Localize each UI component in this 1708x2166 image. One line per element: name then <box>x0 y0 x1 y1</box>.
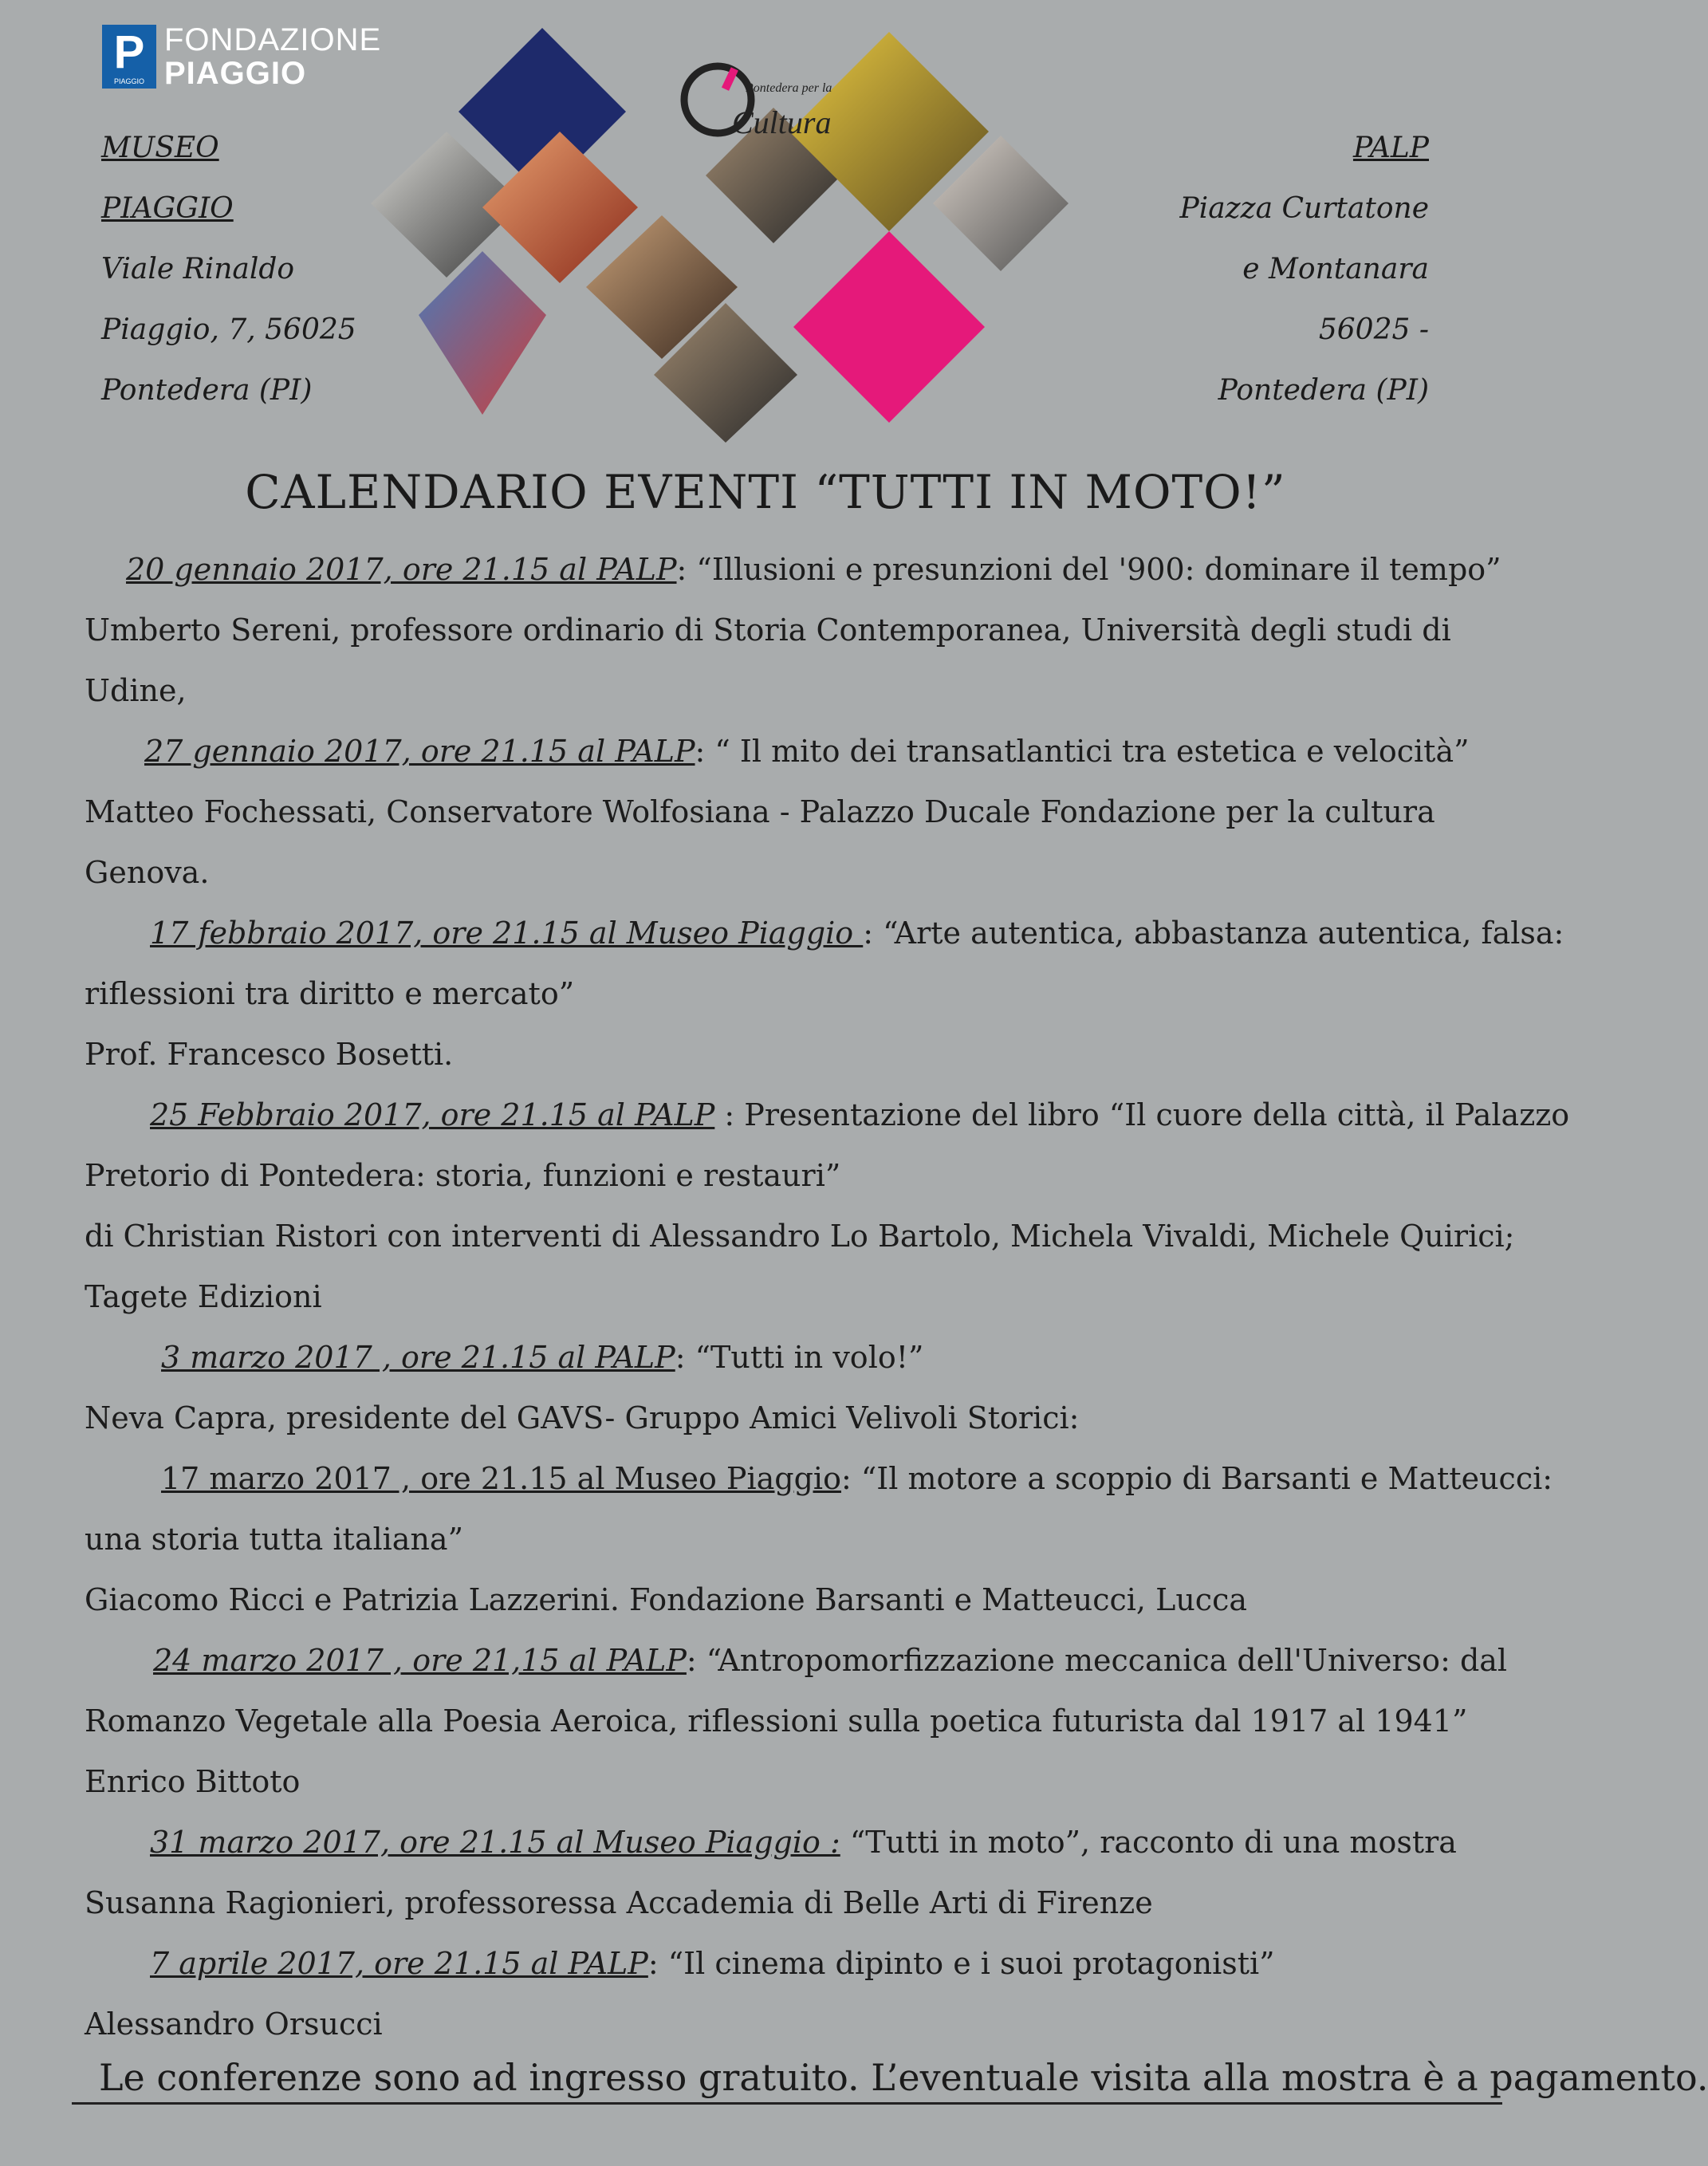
address-left-line: Viale Rinaldo <box>101 253 295 286</box>
event-detail: Prof. Francesco Bosetti. <box>85 1037 454 1072</box>
logo-mark: P <box>113 26 145 78</box>
event-date: 17 marzo 2017 , ore 21.15 al Museo Piaggio <box>161 1461 841 1496</box>
magenta-diamond <box>793 231 985 423</box>
event-header <box>85 539 1501 600</box>
event-date: 25 Febbraio 2017, ore 21.15 al PALP <box>150 1097 715 1132</box>
event-detail: Neva Capra, presidente del GAVS- Gruppo Amici Velivoli Storici: <box>85 1400 1080 1435</box>
event-date: 17 febbraio 2017, ore 21.15 al Museo Piaggio <box>150 916 864 951</box>
event-header <box>85 1812 1456 1873</box>
event-date: 31 marzo 2017, ore 21.15 al Museo Piaggio : <box>150 1825 840 1860</box>
event-detail: di Christian Ristori con interventi di Alessandro Lo Bartolo, Michela Vivaldi, Michele Quirici; <box>85 1219 1515 1254</box>
page-title: CALENDARIO EVENTI “TUTTI IN MOTO!” <box>245 465 1286 519</box>
event-header <box>85 1448 1553 1509</box>
event-detail: Enrico Bittoto <box>85 1764 301 1799</box>
diamond-photo-collage <box>351 24 1180 423</box>
event-date: 24 marzo 2017 , ore 21,15 al PALP <box>153 1643 687 1678</box>
event-detail: Umberto Sereni, professore ordinario di Storia Contemporanea, Università degli studi di <box>85 612 1451 648</box>
event-title: “Tutti in moto”, racconto di una mostra <box>840 1825 1457 1860</box>
event-detail: Udine, <box>85 673 187 708</box>
event-header <box>85 1327 1456 1388</box>
fondazione-piaggio-logo <box>102 24 381 89</box>
event-detail: Susanna Ragionieri, professoressa Accademia di Belle Arti di Firenze <box>85 1885 1153 1920</box>
address-left-line: Piaggio, 7, 56025 <box>101 313 356 346</box>
address-right-line: 56025 - <box>1318 313 1429 346</box>
event-title: : “Antropomorfizzazione meccanica dell'Universo: dal <box>686 1643 1508 1678</box>
address-right-line: PALP <box>1352 132 1429 164</box>
address-museo-piaggio <box>101 118 356 421</box>
event-title: : “Arte autentica, abbastanza autentica, falsa: <box>863 916 1564 951</box>
logo-line-1: FONDAZIONE <box>164 22 382 57</box>
address-left-line: Pontedera (PI) <box>101 374 313 407</box>
events-list <box>85 539 1570 2054</box>
event-header <box>85 1085 1570 1145</box>
event-date: 20 gennaio 2017, ore 21.15 al PALP <box>126 552 677 587</box>
event-date: 27 gennaio 2017, ore 21.15 al PALP <box>144 734 695 769</box>
cultura-brand-word: Cultura <box>732 104 832 140</box>
event-title: : “Tutti in volo!” <box>675 1340 924 1375</box>
address-left-line: PIAGGIO <box>101 192 234 225</box>
event-detail: Tagete Edizioni <box>85 1279 322 1314</box>
event-title: : Presentazione del libro “Il cuore della città, il Palazzo <box>714 1097 1570 1132</box>
event-header <box>85 1630 1508 1691</box>
event-detail: Giacomo Ricci e Patrizia Lazzerini. Fondazione Barsanti e Matteucci, Lucca <box>85 1582 1248 1617</box>
event-detail: una storia tutta italiana” <box>85 1522 463 1557</box>
event-detail: Romanzo Vegetale alla Poesia Aeroica, riflessioni sulla poetica futurista dal 1917 al 1941” <box>85 1703 1468 1739</box>
event-title: : “Il motore a scoppio di Barsanti e Matteucci: <box>840 1461 1553 1496</box>
logo-text <box>164 23 381 90</box>
event-title: : “ Il mito dei transatlantici tra estetica e velocità” <box>695 734 1470 769</box>
event-detail: Matteo Fochessati, Conservatore Wolfosiana - Palazzo Ducale Fondazione per la cultura <box>85 794 1435 829</box>
event-title: : “Il cinema dipinto e i suoi protagonisti” <box>647 1946 1275 1981</box>
cultura-logo-accent <box>722 67 738 91</box>
event-detail: Alessandro Orsucci <box>85 2007 383 2042</box>
address-right-line: e Montanara <box>1242 253 1429 286</box>
footer-note: Le conferenze sono ad ingresso gratuito. L’eventuale visita alla mostra è a pagamento. <box>72 2056 1502 2105</box>
event-title: : “Illusioni e presunzioni del '900: dominare il tempo” <box>676 552 1501 587</box>
event-detail: Pretorio di Pontedera: storia, funzioni e restauri” <box>85 1158 841 1193</box>
address-right-line: Pontedera (PI) <box>1218 374 1429 407</box>
event-detail: Genova. <box>85 855 210 890</box>
photo-diamond-painting <box>419 251 546 415</box>
logo-line-2: PIAGGIO <box>164 56 307 91</box>
address-palp <box>1179 118 1429 421</box>
piaggio-p-icon <box>102 25 156 89</box>
event-date: 7 aprile 2017, ore 21.15 al PALP <box>150 1946 648 1981</box>
event-header <box>85 1933 1456 1994</box>
event-header <box>85 721 1470 782</box>
event-date: 3 marzo 2017 , ore 21.15 al PALP <box>161 1340 675 1375</box>
logo-mark-small: PIAGGIO <box>113 77 144 85</box>
event-header <box>85 903 1564 963</box>
address-left-line: MUSEO <box>101 132 219 164</box>
cultura-brand-small: Pontedera per la <box>746 81 832 95</box>
address-right-line: Piazza Curtatone <box>1179 192 1429 225</box>
event-detail: riflessioni tra diritto e mercato” <box>85 976 575 1011</box>
